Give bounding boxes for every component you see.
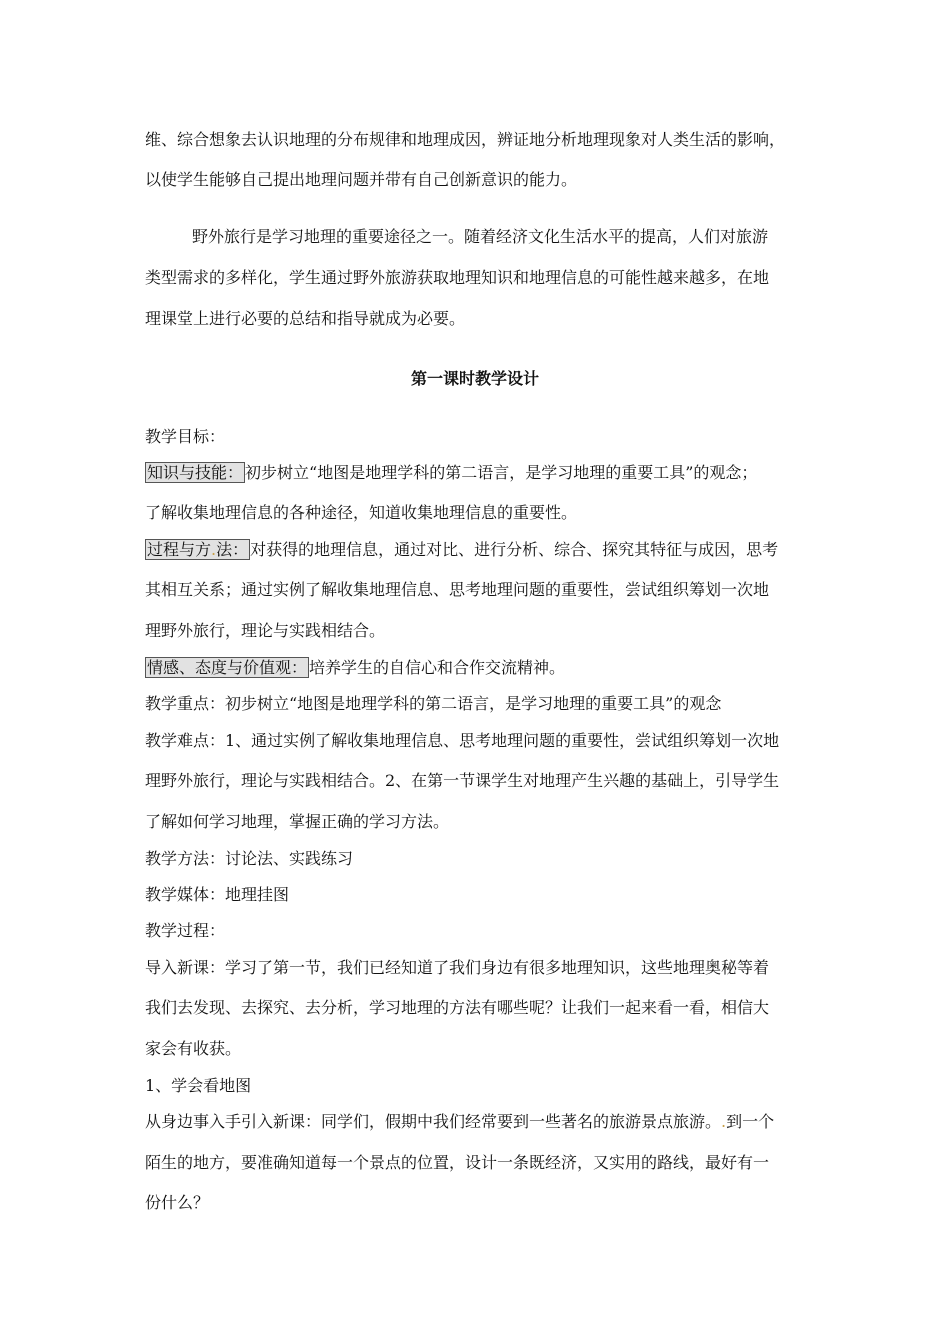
process-line-1	[145, 539, 778, 561]
step1-line-2: 陌生的地方，要准确知道每一个景点的位置，设计一条既经济，又实用的路线，最好有一	[145, 1153, 770, 1172]
lead-in-line-2: 我们去发现、去探究、去分析，学习地理的方法有哪些呢？让我们一起来看一看，相信大	[145, 998, 770, 1017]
emotion-label: 情感、态度与价值观：	[147, 658, 308, 677]
process-label	[145, 539, 250, 560]
step1-line-1	[145, 1111, 774, 1133]
step1-line-3: 份什么？	[145, 1193, 210, 1212]
step1-line-1b: 到一个	[726, 1112, 775, 1131]
lead-in-line-3: 家会有收获。	[145, 1039, 242, 1058]
section-title: 第一课时教学设计	[410, 369, 539, 388]
intro-line-2: 以使学生能够自己提出地理问题并带有自己创新意识的能力。	[145, 170, 578, 189]
objectives-heading: 教学目标：	[145, 427, 226, 446]
step1-line-1a: 从身边事入手引入新课：同学们，假期中我们经常要到一些著名的旅游景点旅游。	[145, 1112, 722, 1131]
intro-line-1: 维、综合想象去认识地理的分布规律和地理成因，辨证地分析地理现象对人类生活的影响，	[145, 130, 786, 149]
knowledge-text-1: 初步树立“地图是地理学科的第二语言，是学习地理的重要工具”的观念；	[245, 463, 758, 482]
cursor-dot-icon: .	[211, 540, 217, 559]
teaching-method: 教学方法：讨论法、实践练习	[145, 849, 354, 868]
difficulty-line-1: 教学难点：1、通过实例了解收集地理信息、思考地理问题的重要性，尝试组织筹划一次地	[145, 731, 780, 750]
intro-line-4: 类型需求的多样化，学生通过野外旅游获取地理知识和地理信息的可能性越来越多，在地	[145, 268, 770, 287]
emotion-line	[145, 657, 565, 679]
process-label-a: 过程与方	[147, 540, 212, 559]
lead-in-line-1: 导入新课：学习了第一节，我们已经知道了我们身边有很多地理知识，这些地理奥秘等着	[145, 958, 770, 977]
knowledge-line-2: 了解收集地理信息的各种途径，知道收集地理信息的重要性。	[145, 503, 578, 522]
intro-line-3: 野外旅行是学习地理的重要途径之一。随着经济文化生活水平的提高，人们对旅游	[192, 227, 769, 246]
teaching-media: 教学媒体：地理挂图	[145, 885, 290, 904]
difficulty-line-3: 了解如何学习地理，掌握正确的学习方法。	[145, 812, 450, 831]
process-label-b: 法：	[216, 540, 249, 559]
step1-heading: 1、学会看地图	[145, 1076, 252, 1095]
intro-line-5: 理课堂上进行必要的总结和指导就成为必要。	[145, 309, 466, 328]
process-line-2: 其相互关系；通过实例了解收集地理信息、思考地理问题的重要性，尝试组织筹划一次地	[145, 580, 770, 599]
difficulty-line-2: 理野外旅行，理论与实践相结合。2、在第一节课学生对地理产生兴趣的基础上，引导学生	[145, 771, 780, 790]
process-text-1: 对获得的地理信息，通过对比、进行分析、综合、探究其特征与成因，思考	[250, 540, 779, 559]
knowledge-label: 知识与技能：	[147, 463, 244, 482]
cursor-dot-icon: .	[721, 1112, 727, 1131]
key-point: 教学重点：初步树立“地图是地理学科的第二语言，是学习地理的重要工具”的观念	[145, 694, 722, 713]
process-line-3: 理野外旅行，理论与实践相结合。	[145, 621, 386, 640]
process-heading: 教学过程：	[145, 921, 226, 940]
emotion-text: 培养学生的自信心和合作交流精神。	[309, 658, 566, 677]
knowledge-line-1	[145, 462, 757, 484]
